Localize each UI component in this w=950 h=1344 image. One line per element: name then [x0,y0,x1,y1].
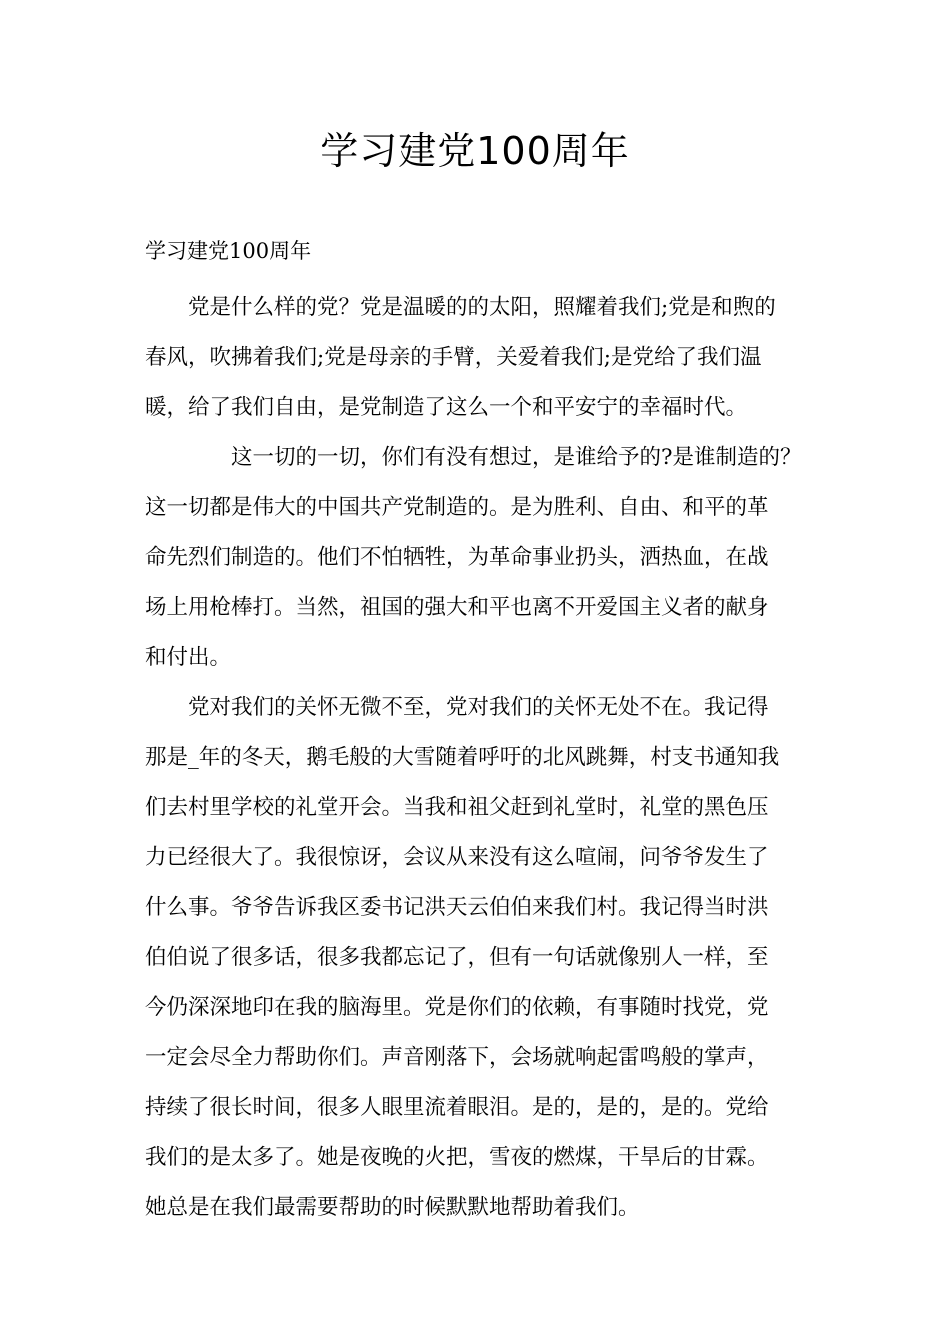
text-line: 一定会尽全力帮助你们。声音刚落下，会场就响起雷鸣般的掌声， [145,1045,769,1070]
document-title: 学习建党100周年 [320,129,630,173]
text-line: 那是_年的冬天，鹅毛般的大雪随着呼吁的北风跳舞，村支书通知我 [145,745,780,770]
text-line: 伯伯说了很多话，很多我都忘记了，但有一句话就像别人一样，至 [145,945,769,970]
text-line: 党对我们的关怀无微不至，党对我们的关怀无处不在。我记得 [145,695,769,720]
text-line: 和付出。 [145,645,232,670]
text-line: 这一切都是伟大的中国共产党制造的。是为胜利、自由、和平的革 [145,495,769,520]
text-line: 什么事。爷爷告诉我区委书记洪天云伯伯来我们村。我记得当时洪 [145,895,769,920]
text-line: 今仍深深地印在我的脑海里。党是你们的依赖，有事随时找党，党 [145,995,769,1020]
text-line: 们去村里学校的礼堂开会。当我和祖父赶到礼堂时，礼堂的黑色压 [145,795,769,820]
text-line: 力已经很大了。我很惊讶，会议从来没有这么喧闹，问爷爷发生了 [145,845,769,870]
text-line: 她总是在我们最需要帮助的时候默默地帮助着我们。 [145,1195,640,1220]
document-body [145,283,807,1233]
text-line: 春风，吹拂着我们;党是母亲的手臂，关爱着我们;是党给了我们温 [145,345,762,370]
text-line: 这一切的一切，你们有没有想过，是谁给予的?是谁制造的？ [145,445,802,470]
text-line: 场上用枪棒打。当然，祖国的强大和平也离不开爱国主义者的献身 [145,595,769,620]
text-line: 命先烈们制造的。他们不怕牺牲，为革命事业扔头，洒热血，在战 [145,545,769,570]
text-line: 我们的是太多了。她是夜晚的火把，雪夜的燃煤，干旱后的甘霖。 [145,1145,769,1170]
text-line: 持续了很长时间，很多人眼里流着眼泪。是的，是的，是的。党给 [145,1095,769,1120]
text-line: 暖，给了我们自由，是党制造了这么一个和平安宁的幸福时代。 [145,395,748,420]
text-line: 党是什么样的党？党是温暖的的太阳，照耀着我们;党是和煦的 [145,295,776,320]
document-subtitle: 学习建党100周年 [145,239,312,263]
